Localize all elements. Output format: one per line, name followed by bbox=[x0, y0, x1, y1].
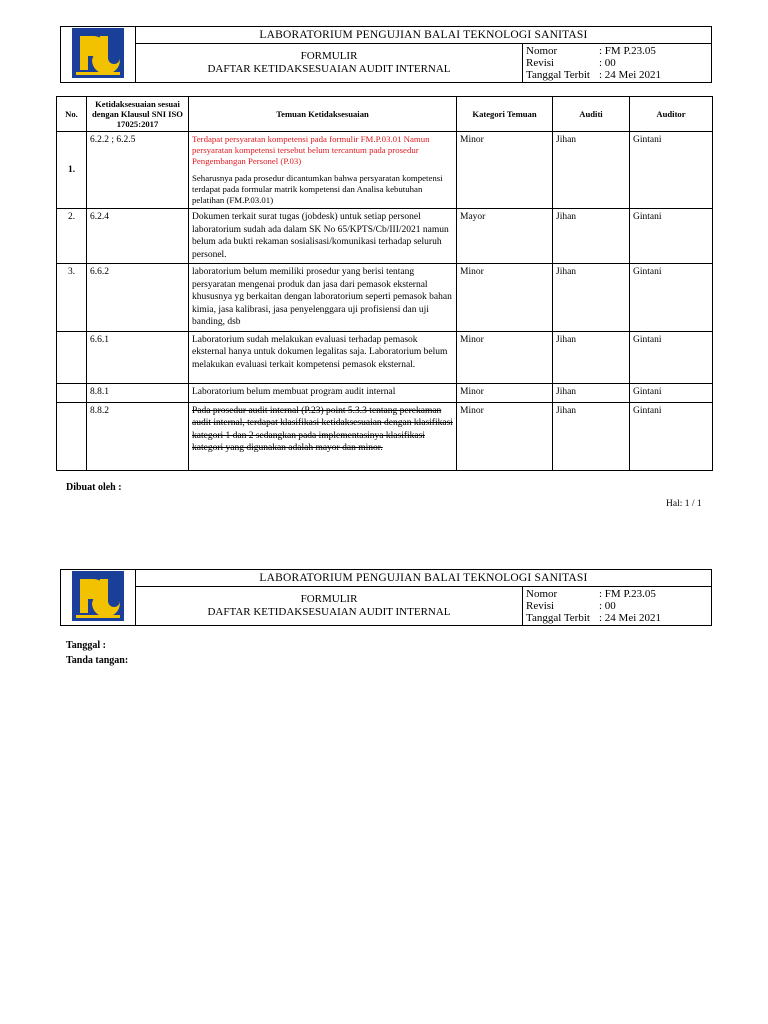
dibuat-oleh-label: Dibuat oleh : bbox=[66, 482, 122, 493]
page-number: Hal: 1 / 1 bbox=[666, 499, 702, 509]
col-klausul: Ketidaksesuaian sesuai dengan Klausul SNI ISO 17025:2017 bbox=[87, 97, 189, 132]
logo-cell bbox=[61, 570, 136, 626]
form-meta: Nomor : FM P.23.05 Revisi : 00 Tanggal Terbit : 24 Mei 2021 bbox=[523, 44, 712, 83]
form-title: FORMULIR DAFTAR KETIDAKSESUAIAN AUDIT INTERNAL bbox=[136, 587, 523, 626]
pu-logo-icon bbox=[72, 571, 124, 621]
form-meta: Nomor : FM P.23.05 Revisi : 00 Tanggal Terbit : 24 Mei 2021 bbox=[523, 587, 712, 626]
logo-cell bbox=[61, 27, 136, 83]
form-title: FORMULIR DAFTAR KETIDAKSESUAIAN AUDIT INTERNAL bbox=[136, 44, 523, 83]
finding-note: Seharusnya pada prosedur dicantumkan bahwa persyaratan kompetensi terdapat pada formular matrik kompetensi dan Analisa kebutuhan pelatihan (FM.P.03.01) bbox=[192, 173, 443, 205]
document-header-2 bbox=[60, 569, 712, 626]
tanda-tangan-label: Tanda tangan: bbox=[66, 655, 129, 666]
col-temuan: Temuan Ketidaksesuaian bbox=[189, 97, 457, 132]
table-row: 6.6.1 Laboratorium sudah melakukan evaluasi terhadap pemasok eksternal hanya untuk dokumen legalitas saja. Laboratorium belum melakukan evaluasi terkait kompetensi pemasok eksternal. Minor Jihan Gintani bbox=[57, 331, 713, 383]
lab-name: LABORATORIUM PENGUJIAN BALAI TEKNOLOGI SANITASI bbox=[136, 27, 712, 44]
table-row: 8.8.1 Laboratorium belum membuat program audit internal Minor Jihan Gintani bbox=[57, 383, 713, 402]
table-row: 8.8.2 Pada prosedur audit internal (P.23) point 5.3.3 tentang perekaman audit internal, terdapat klasifikasi ketidaksesuaian dengan klasifikasi kategori 1 dan 2 sedangkan pada implementasinya klasifikasi kategori yang digunakan adalah mayor dan minor. Minor Jihan Gintani bbox=[57, 402, 713, 470]
lab-name: LABORATORIUM PENGUJIAN BALAI TEKNOLOGI SANITASI bbox=[136, 570, 712, 587]
table-row: 3. 6.6.2 laboratorium belum memiliki prosedur yang berisi tentang persyaratan mengenai produk dan jasa dari pemasok eksternal khususnya yg berkaitan dengan laboratorium seperti pemasok bahan kimia, jasa kalibrasi, jasa penyelenggara uji profisiensi dan uji banding, dsb Minor Jihan Gintani bbox=[57, 264, 713, 332]
finding-strikethrough: Pada prosedur audit internal (P.23) point 5.3.3 tentang perekaman audit internal, terdapat klasifikasi ketidaksesuaian dengan klasifikasi kategori 1 dan 2 sedangkan pada implementasinya klasifikasi kategori yang digunakan adalah mayor dan minor. bbox=[189, 402, 457, 470]
col-kategori: Kategori Temuan bbox=[457, 97, 553, 132]
tanggal-label: Tanggal : bbox=[66, 640, 106, 651]
table-row: 2. 6.2.4 Dokumen terkait surat tugas (jobdesk) untuk setiap personel laboratorium sudah ada dalam SK No 65/KPTS/Cb/III/2021 namun belum ada bukti rekaman sosialisasi/komunikasi terhadap seluruh personel. Mayor Jihan Gintani bbox=[57, 209, 713, 264]
col-auditi: Auditi bbox=[553, 97, 630, 132]
col-no: No. bbox=[57, 97, 87, 132]
document-header bbox=[60, 26, 712, 83]
table-row: 1. 6.2.2 ; 6.2.5 Terdapat persyaratan kompetensi pada formulir FM.P.03.01 Namun persyaratan kompetensi tersebut belum tercantum pada prosedur Pengembangan Personel (P.03) Seharusnya pada prosedur dicantumkan bahwa persyaratan kompetensi terdapat pada formular matrik kompetensi dan Analisa kebutuhan pelatihan (FM.P.03.01) Minor Jihan Gintani bbox=[57, 132, 713, 209]
col-auditor: Auditor bbox=[630, 97, 713, 132]
audit-table bbox=[56, 96, 713, 471]
pu-logo-icon bbox=[72, 28, 124, 78]
finding-red-text: Terdapat persyaratan kompetensi pada formulir FM.P.03.01 Namun persyaratan kompetensi tersebut belum tercantum pada prosedur Pengembangan Personel (P.03) bbox=[192, 134, 430, 166]
